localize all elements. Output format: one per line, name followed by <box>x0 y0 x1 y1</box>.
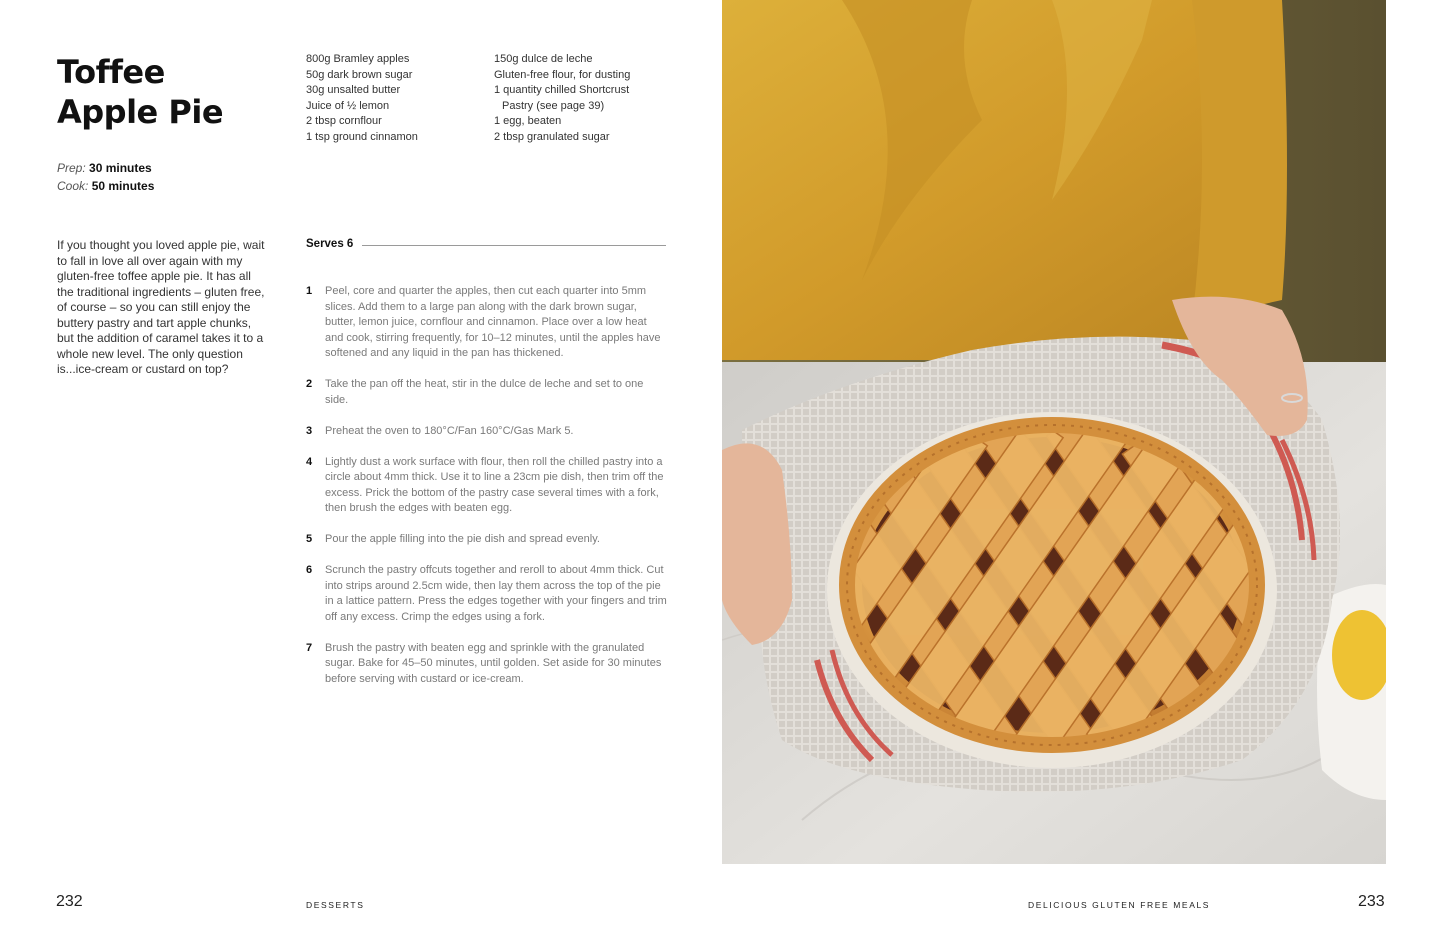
serves-heading <box>306 238 666 250</box>
step-number: 6 <box>306 564 313 576</box>
step-text: Brush the pastry with beaten egg and sprinkle with the granulated sugar. Bake for 45–50 minutes, until golden. Set aside for 30 minutes before serving with custard or ice-cream. <box>325 641 662 685</box>
prep-time <box>57 160 154 178</box>
method-step <box>306 455 668 517</box>
left-page <box>0 0 722 941</box>
method-steps <box>306 284 668 703</box>
step-text: Preheat the oven to 180°C/Fan 160°C/Gas Mark 5. <box>325 424 574 437</box>
recipe-title-line-2: Apple Pie <box>57 93 224 131</box>
step-text: Pour the apple filling into the pie dish and spread evenly. <box>325 533 600 545</box>
cook-time <box>57 178 154 196</box>
pie-illustration <box>722 0 1386 864</box>
step-number: 3 <box>306 424 313 437</box>
ingredient-item: Juice of ½ lemon <box>306 99 390 112</box>
step-number: 2 <box>306 378 313 390</box>
prep-value: 30 minutes <box>89 161 152 175</box>
right-page-number: 233 <box>1358 893 1385 910</box>
method-step <box>306 641 668 688</box>
recipe-title <box>57 52 277 132</box>
step-number: 4 <box>306 455 313 468</box>
pie-photo <box>722 0 1386 864</box>
prep-label: Prep: <box>57 161 86 175</box>
ingredient-item: 150g dulce de leche <box>494 53 593 65</box>
serves-label: Serves 6 <box>306 238 354 250</box>
ingredients-column-2 <box>494 52 684 145</box>
left-page-number: 232 <box>56 893 83 910</box>
recipe-title-line-1: Toffee <box>57 53 165 91</box>
step-text: Scrunch the pastry offcuts together and reroll to about 4mm thick. Cut into strips around 2.5cm wide, then lay them across the top of the pie in a lattice pattern. Press the edges together with your fingers and trim off any excess. Crimp the edges using a fork. <box>325 564 667 623</box>
cook-label: Cook: <box>57 178 89 193</box>
ingredient-item: 2 tbsp granulated sugar <box>494 130 610 143</box>
method-step <box>306 563 668 625</box>
right-running-footer: DELICIOUS GLUTEN FREE MEALS <box>1028 900 1211 910</box>
ingredient-item: Gluten-free flour, for dusting <box>494 68 631 81</box>
cook-value: 50 minutes <box>91 178 155 193</box>
step-text: Peel, core and quarter the apples, then cut each quarter into 5mm slices. Add them to a large pan along with the dark brown sugar, butter, lemon juice, cornflour and cinnamon. Place over a low heat and cook, stirring frequently, for 10–12 minutes, until the apples have softened and any liquid in the pan has thickened. <box>325 285 661 359</box>
ingredient-item: 2 tbsp cornflour <box>306 115 382 127</box>
step-number: 1 <box>306 285 313 297</box>
serves-divider <box>362 245 666 246</box>
ingredient-item: 1 tsp ground cinnamon <box>306 130 418 143</box>
ingredient-item: 1 egg, beaten <box>494 115 562 127</box>
timing-info <box>57 160 154 195</box>
left-running-footer: DESSERTS <box>306 900 365 910</box>
method-step <box>306 284 668 362</box>
method-step <box>306 532 668 548</box>
method-step <box>306 377 668 408</box>
ingredient-item: 800g Bramley apples <box>306 53 410 65</box>
step-number: 7 <box>306 641 313 654</box>
ingredient-item: 50g dark brown sugar <box>306 68 413 81</box>
ingredients-column-1 <box>306 52 486 145</box>
step-text: Take the pan off the heat, stir in the dulce de leche and set to one side. <box>325 378 644 406</box>
step-number: 5 <box>306 533 313 545</box>
ingredient-item: 30g unsalted butter <box>306 84 401 96</box>
ingredient-item: Pastry (see page 39) <box>502 99 605 112</box>
recipe-intro: If you thought you loved apple pie, wait to fall in love all over again with my gluten-free toffee apple pie. It has all the traditional ingredients – gluten free, of course – so you can still enjoy the buttery pastry and tart apple chunks, but the addition of caramel takes it to a whole new level. The only question is...ice-cream or custard on top? <box>57 238 265 376</box>
step-text: Lightly dust a work surface with flour, then roll the chilled pastry into a circle about 4mm thick. Use it to line a 23cm pie dish, then trim off the excess. Prick the bottom of the pastry case several times with a fork, then brush the edges with beaten egg. <box>325 455 664 514</box>
method-step <box>306 424 668 440</box>
ingredient-item: 1 quantity chilled Shortcrust <box>494 84 630 96</box>
